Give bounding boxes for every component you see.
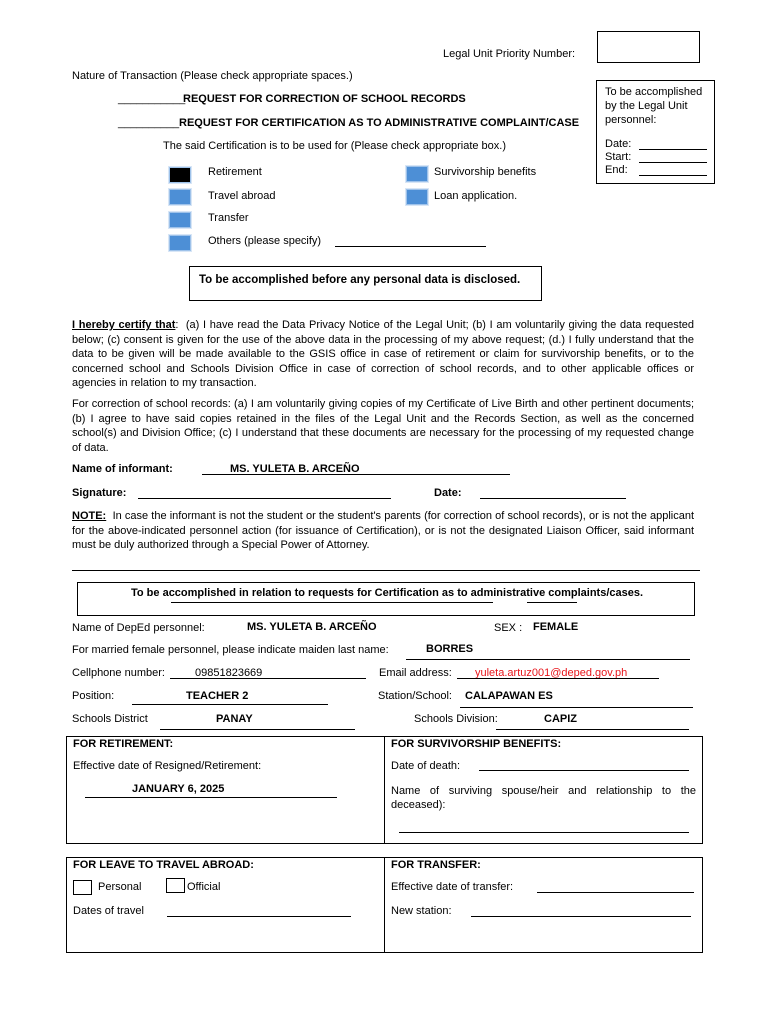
note-paragraph	[72, 509, 694, 553]
others-checkbox[interactable]	[169, 235, 191, 251]
admin-notice-box	[77, 582, 695, 616]
signature-label: Signature:	[72, 487, 127, 499]
division-value[interactable]: CAPIZ	[544, 713, 577, 725]
privacy-notice-box	[189, 266, 542, 301]
informant-date-label: Date:	[434, 487, 462, 499]
cellphone-line	[170, 678, 366, 679]
legal-box-date-line[interactable]	[639, 149, 707, 150]
legal-box-start-line[interactable]	[639, 162, 707, 163]
station-value[interactable]: CALAPAWAN ES	[465, 690, 553, 702]
certify-text: (a) I have read the Data Privacy Notice of the Legal Unit; (b) I am voluntarily giving the data requested below; (c) consent is given for the use of the above data in the processing of my above request; (d.) I fully understand that the data to be given will be made available to the GSIS office in case of retirement or claim for survivorship benefits, or to the concerned school and Schools Division Office in case of correction of school records, and to other applicable offices or agencies in relation to my transaction.	[72, 319, 694, 389]
note-label: NOTE:	[72, 510, 107, 522]
others-specify-line[interactable]	[335, 246, 486, 247]
official-label: Official	[187, 881, 221, 893]
legal-box-start-label: Start:	[605, 151, 632, 163]
others-label: Others (please specify)	[208, 235, 322, 247]
spouse-line[interactable]	[399, 832, 689, 833]
certify-colon: :	[175, 319, 179, 331]
email-value[interactable]: yuleta.artuz001@deped.gov.ph	[475, 667, 628, 679]
survivorship-checkbox[interactable]	[406, 166, 428, 182]
travel-dates-line[interactable]	[167, 916, 351, 917]
district-line	[160, 729, 355, 730]
personnel-name-label: Name of DepEd personnel:	[72, 622, 205, 634]
signature-line[interactable]	[138, 498, 391, 499]
priority-number-box[interactable]	[597, 31, 700, 63]
personnel-name-value[interactable]: MS. YULETA B. ARCEÑO	[247, 621, 377, 633]
legal-box-line2: by the Legal Unit	[605, 100, 688, 112]
travel-transfer-table	[66, 857, 703, 953]
legal-unit-box	[596, 80, 715, 184]
personal-checkbox[interactable]	[73, 880, 92, 895]
survivorship-title: FOR SURVIVORSHIP BENEFITS:	[391, 738, 562, 750]
district-label: Schools District	[72, 713, 148, 725]
position-value[interactable]: TEACHER 2	[186, 690, 249, 702]
new-station-line[interactable]	[471, 916, 691, 917]
station-line	[460, 707, 693, 708]
email-label: Email address:	[379, 667, 452, 679]
loan-label: Loan application.	[434, 190, 518, 202]
maiden-name-value[interactable]: BORRES	[426, 643, 474, 655]
request-certification-blank[interactable]: __________	[118, 117, 180, 129]
transfer-date-line[interactable]	[537, 892, 694, 893]
table-divider	[384, 737, 385, 843]
loan-checkbox[interactable]	[406, 189, 428, 205]
legal-box-date-label: Date:	[605, 138, 632, 150]
retirement-date-value[interactable]: JANUARY 6, 2025	[132, 783, 225, 795]
section-divider	[72, 570, 700, 571]
survivorship-label: Survivorship benefits	[434, 166, 537, 178]
request-correction-blank[interactable]: ___________	[118, 93, 186, 105]
cellphone-value[interactable]: 09851823669	[195, 667, 263, 679]
cellphone-label: Cellphone number:	[72, 667, 165, 679]
priority-label: Legal Unit Priority Number:	[443, 48, 576, 60]
request-correction-label: REQUEST FOR CORRECTION OF SCHOOL RECORDS	[183, 93, 466, 105]
legal-box-end-line[interactable]	[639, 175, 707, 176]
admin-notice-text: To be accomplished in relation to requests for Certification as to administrative complaints/cases.	[131, 587, 644, 599]
transfer-label: Transfer	[208, 212, 249, 224]
privacy-notice-text: To be accomplished before any personal data is disclosed.	[199, 274, 521, 286]
travel-title: FOR LEAVE TO TRAVEL ABROAD:	[73, 859, 254, 871]
admin-notice-line2	[527, 602, 577, 603]
maiden-name-line	[406, 659, 690, 660]
legal-box-line3: personnel:	[605, 114, 657, 126]
position-line	[132, 704, 328, 705]
travel-checkbox[interactable]	[169, 189, 191, 205]
transfer-checkbox[interactable]	[169, 212, 191, 228]
retirement-title: FOR RETIREMENT:	[73, 738, 174, 750]
retirement-date-line	[85, 797, 337, 798]
new-station-label: New station:	[391, 905, 452, 917]
informant-date-line[interactable]	[480, 498, 626, 499]
station-label: Station/School:	[378, 690, 452, 702]
request-certification-label: REQUEST FOR CERTIFICATION AS TO ADMINISTRATIVE COMPLAINT/CASE	[179, 117, 580, 129]
informant-label: Name of informant:	[72, 463, 173, 475]
travel-dates-label: Dates of travel	[73, 905, 144, 917]
certification-use-label: The said Certification is to be used for (Please check appropriate box.)	[163, 140, 507, 152]
death-date-label: Date of death:	[391, 760, 461, 772]
retirement-survivorship-table	[66, 736, 703, 844]
sex-value[interactable]: FEMALE	[533, 621, 579, 633]
retirement-label: Retirement	[208, 166, 262, 178]
certify-paragraph	[72, 318, 694, 391]
admin-notice-line1	[171, 602, 493, 603]
sex-label: SEX :	[494, 622, 523, 634]
district-value[interactable]: PANAY	[216, 713, 253, 725]
correction-paragraph: For correction of school records: (a) I am voluntarily giving copies of my Certificate of Live Birth and other pertinent documents; (b) I agree to have said copies retained in the files of the Legal Unit and the Records Section, as well as the concerned school(s) and Division Office; (c) I understand that these documents are necessary for the processing of my requested change of data.	[72, 398, 694, 454]
death-date-line[interactable]	[479, 770, 689, 771]
retirement-checkbox[interactable]	[169, 167, 191, 183]
division-line	[496, 729, 689, 730]
email-line	[457, 678, 659, 679]
legal-box-end-label: End:	[605, 164, 628, 176]
official-checkbox[interactable]	[166, 878, 185, 893]
informant-value: MS. YULETA B. ARCEÑO	[230, 463, 360, 475]
travel-label: Travel abroad	[208, 190, 276, 202]
retirement-date-label: Effective date of Resigned/Retirement:	[73, 760, 262, 772]
transfer-date-label: Effective date of transfer:	[391, 881, 514, 893]
division-label: Schools Division:	[414, 713, 498, 725]
nature-label: Nature of Transaction (Please check appropriate spaces.)	[72, 70, 353, 82]
spouse-label: Name of surviving spouse/heir and relationship to the deceased):	[391, 785, 696, 811]
maiden-name-label: For married female personnel, please indicate maiden last name:	[72, 644, 389, 656]
legal-box-line1: To be accomplished	[605, 86, 703, 98]
position-label: Position:	[72, 690, 115, 702]
certify-lead: I hereby certify that	[72, 319, 176, 331]
table-divider-2	[384, 858, 385, 952]
note-text: In case the informant is not the student or the student's parents (for correction of school records), or is not the applicant for the above-indicated personnel action (for issuance of Certification), or is not the designated Liaison Officer, said informant must be duly authorized through a Special Power of Attorney.	[72, 510, 694, 551]
personal-label: Personal	[98, 881, 142, 893]
transfer-title: FOR TRANSFER:	[391, 859, 481, 871]
